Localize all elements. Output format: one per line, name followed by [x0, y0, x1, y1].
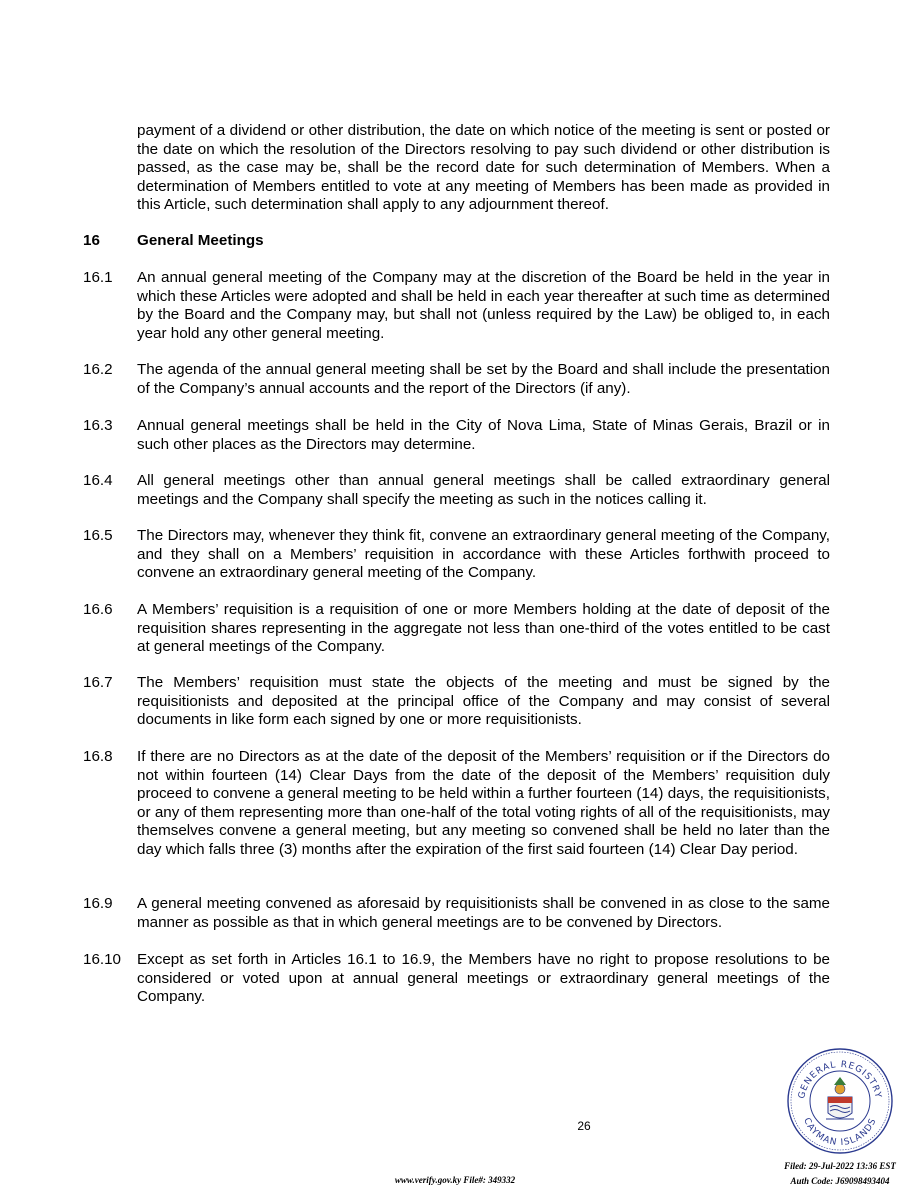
article-number: 16.9: [83, 895, 113, 912]
article-text: A general meeting convened as aforesaid by requisitionists shall be convened in as close to the same manner as possible as that in which general meetings are to be convened by Directors.: [137, 895, 830, 931]
article-number: 16.3: [83, 417, 113, 434]
article-number: 16.8: [83, 748, 113, 765]
article-number: 16.1: [83, 269, 113, 286]
article-text: If there are no Directors as at the date of the deposit of the Members’ requisition or if the Directors do not within fourteen (14) Clear Days from the date of the deposit of the Members’ requisition duly proceed to convene a general meeting to be held within a further fourteen (14) days, the requisitionists, or any of them representing more than one-half of the total voting rights of all of the requisitionists, may themselves convene a general meeting, but any meeting so convened shall be held no later than the day which falls three (3) months after the expiration of the first said fourteen (14) Clear Day period.: [137, 748, 830, 858]
article-number: 16.10: [83, 951, 122, 968]
section-number: 16: [83, 232, 100, 249]
article-number: 16.7: [83, 674, 113, 691]
article-text: The agenda of the annual general meeting shall be set by the Board and shall include the presentation of the Company’s annual accounts and the report of the Directors (if any).: [137, 361, 830, 397]
filing-stamp: [770, 1159, 910, 1189]
auth-code: Auth Code: J69098493404: [790, 1176, 890, 1186]
article-text: All general meetings other than annual general meetings shall be called extraordinary general meetings and the Company shall specify the meeting as such in the notices calling it.: [137, 472, 830, 508]
verify-footer: www.verify.gov.ky File#: 349332: [394, 1175, 516, 1185]
filed-date: Filed: 29-Jul-2022 13:36 EST: [784, 1161, 896, 1171]
article-number: 16.6: [83, 601, 113, 618]
page-number: 26: [577, 1119, 591, 1133]
registry-seal-icon: [786, 1047, 894, 1155]
seal-bottom-text: CAYMAN ISLANDS: [801, 1116, 879, 1149]
article-text: An annual general meeting of the Company may at the discretion of the Board be held in the year in which these Articles were adopted and shall be held in each year thereafter at such time as determined by the Board and the Company may, but shall not (unless required by the Law) be obliged to, in each year hold any other general meeting.: [137, 269, 830, 342]
article-number: 16.2: [83, 361, 113, 378]
seal-top-text: GENERAL REGISTRY: [797, 1059, 883, 1100]
article-text: Except as set forth in Articles 16.1 to 16.9, the Members have no right to propose resolutions to be considered or voted upon at annual general meetings or extraordinary general meetings of the Company.: [137, 951, 830, 1006]
article-text: Annual general meetings shall be held in the City of Nova Lima, State of Minas Gerais, Brazil or in such other places as the Directors may determine.: [137, 417, 830, 453]
article-text: A Members’ requisition is a requisition of one or more Members holding at the date of deposit of the requisition shares representing in the aggregate not less than one-third of the votes entitled to be cast at general meetings of the Company.: [137, 601, 830, 656]
article-text: The Directors may, whenever they think fit, convene an extraordinary general meeting of the Company, and they shall on a Members’ requisition in accordance with these Articles forthwith proceed to convene an extraordinary general meeting of the Company.: [137, 527, 830, 582]
article-text: The Members’ requisition must state the objects of the meeting and must be signed by the requisitionists and deposited at the principal office of the Company and may consist of several documents in like form each signed by one or more requisitionists.: [137, 674, 830, 729]
intro-paragraph: payment of a dividend or other distribution, the date on which notice of the meeting is sent or posted or the date on which the resolution of the Directors resolving to pay such dividend or other distribution is passed, as the case may be, shall be the record date for such determination of Members. When a determination of Members entitled to vote at any meeting of Members has been made as provided in this Article, such determination shall apply to any adjournment thereof.: [137, 122, 830, 214]
section-title: General Meetings: [137, 232, 264, 249]
article-number: 16.4: [83, 472, 113, 489]
coat-of-arms-icon: [826, 1077, 854, 1119]
article-number: 16.5: [83, 527, 113, 544]
